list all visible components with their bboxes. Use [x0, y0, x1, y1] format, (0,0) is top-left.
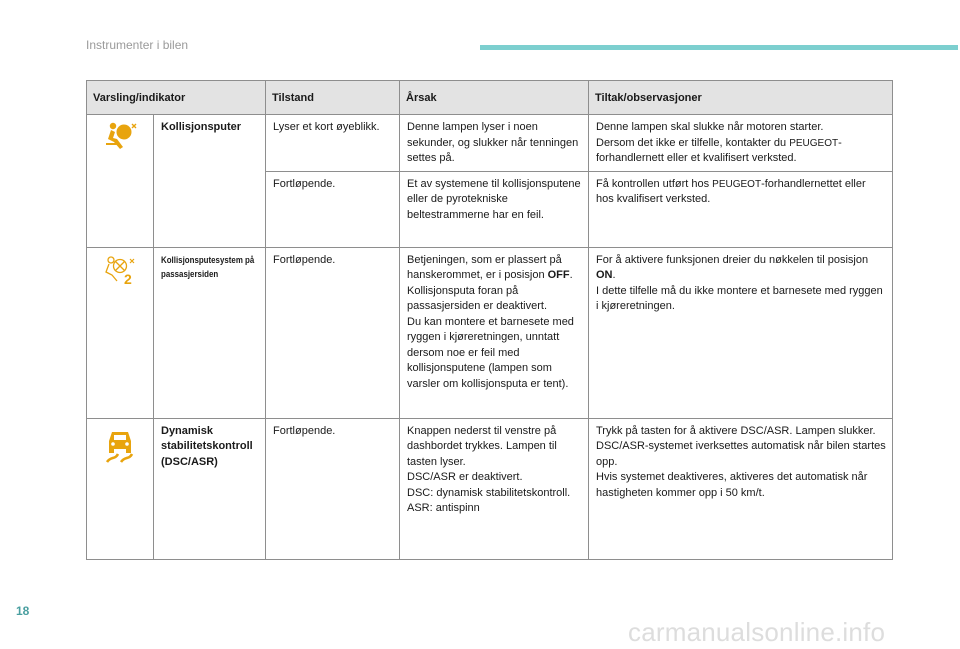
state-cell: Fortløpende. — [266, 171, 400, 247]
header-accent-bar — [480, 45, 958, 50]
state-cell: Fortløpende. — [266, 247, 400, 418]
indicator-name-airbag: Kollisjonsputer — [154, 115, 266, 248]
table-header-row — [87, 81, 893, 115]
action-cell: For å aktivere funksjonen dreier du nøkkelen til posisjon ON. I dette tilfelle må du ikke montere et barnesete med ryggen i kjøreretningen. — [589, 247, 893, 418]
dsc-asr-skid-icon — [87, 419, 153, 463]
airbag-warning-icon — [87, 115, 153, 150]
watermark: carmanualsonline.info — [628, 617, 886, 647]
passenger-airbag-icon-cell — [87, 247, 154, 418]
table-row — [87, 418, 893, 559]
table-row — [87, 247, 893, 418]
state-cell: Lyser et kort øyeblikk. — [266, 115, 400, 172]
dsc-icon-cell — [87, 418, 154, 559]
action-cell: Denne lampen skal slukke når motoren starter. Dersom det ikke er tilfelle, kontakter du PEUGEOT-forhandlernett eller et kvalifisert verksted. — [589, 115, 893, 172]
passenger-airbag-off-icon — [87, 248, 153, 286]
table-row — [87, 115, 893, 172]
cause-cell: Knappen nederst til venstre på dashbordet trykkes. Lampen til tasten lyser. DSC/ASR er deaktivert. DSC: dynamisk stabilitetskontroll. ASR: antispinn — [400, 418, 589, 559]
svg-text:2: 2 — [124, 270, 132, 286]
action-cell: Trykk på tasten for å aktivere DSC/ASR. Lampen slukker. DSC/ASR-systemet iverksettes automatisk når bilen startes opp. Hvis systemet deaktiveres, aktiveres det automatisk når hastigheten kommer opp i 50 km/t. — [589, 418, 893, 559]
column-header-action: Tiltak/observasjoner — [589, 81, 893, 115]
warning-indicator-table — [86, 80, 893, 560]
column-header-cause: Årsak — [400, 81, 589, 115]
state-cell: Fortløpende. — [266, 418, 400, 559]
indicator-name-passenger-airbag: Kollisjonsputesystem på passasjersiden — [154, 247, 266, 418]
cause-cell: Et av systemene til kollisjonsputene eller de pyrotekniske beltestrammerne har en feil. — [400, 171, 589, 247]
airbag-icon-cell — [87, 115, 154, 248]
page-number: 18 — [16, 604, 30, 618]
cause-cell: Denne lampen lyser i noen sekunder, og slukker når tenningen settes på. — [400, 115, 589, 172]
indicator-name-dsc: Dynamisk stabilitetskontroll (DSC/ASR) — [154, 418, 266, 559]
page-header-title: Instrumenter i bilen — [86, 38, 189, 52]
column-header-indicator: Varsling/indikator — [87, 81, 266, 115]
column-header-state: Tilstand — [266, 81, 400, 115]
action-cell: Få kontrollen utført hos PEUGEOT-forhandlernettet eller hos kvalifisert verksted. — [589, 171, 893, 247]
cause-cell: Betjeningen, som er plassert på hanskerommet, er i posisjon OFF. Kollisjonsputa foran på passasjersiden er deaktivert. Du kan montere et barnesete med ryggen i kjøreretningen, unntatt dersom noe er feil med kollisjonsputene (lampen som varsler om kollisjonsputa er tent). — [400, 247, 589, 418]
